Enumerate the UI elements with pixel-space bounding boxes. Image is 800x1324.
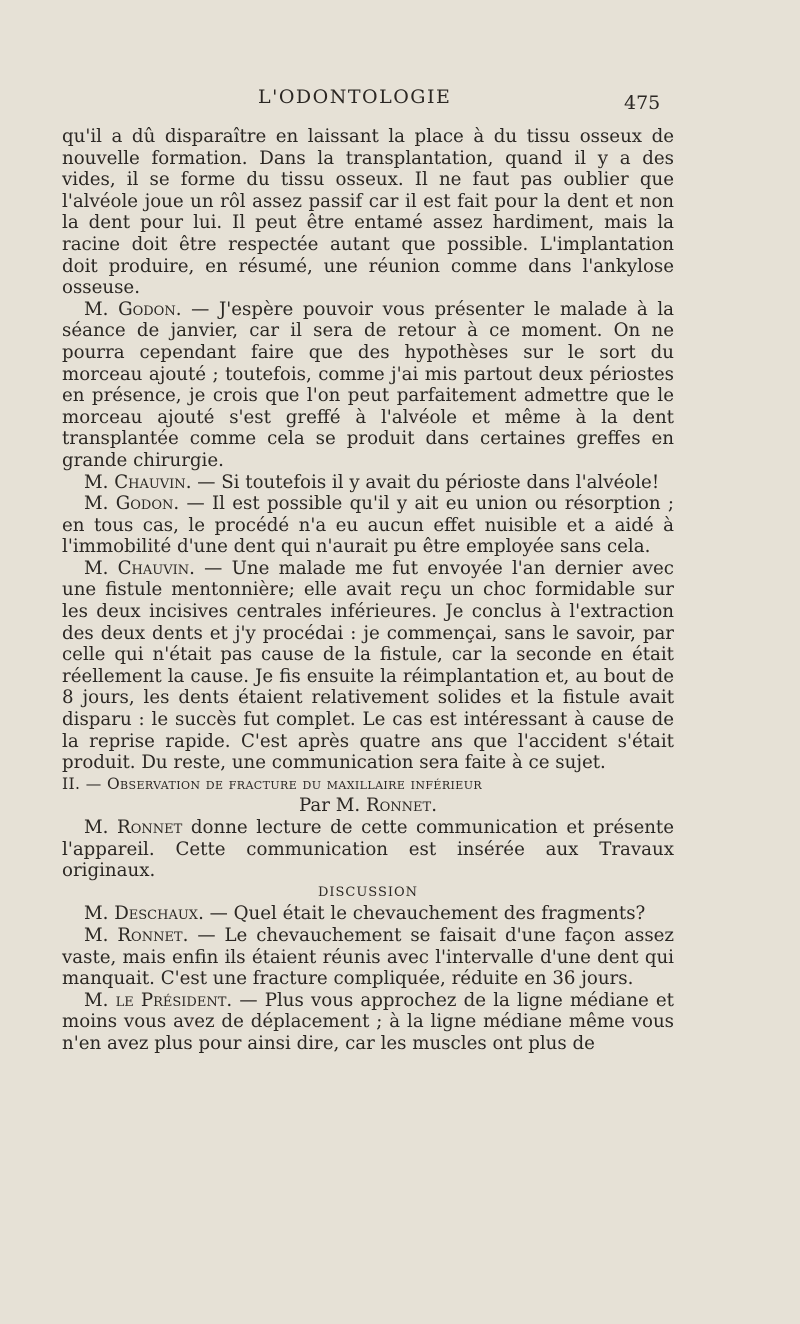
speaker-prefix: M.: [84, 471, 115, 493]
byline-prefix: Par M.: [299, 795, 366, 817]
speaker-name: Chauvin: [114, 471, 186, 493]
speech-text: . — Quel était le chevauchement des fragments?: [198, 903, 646, 925]
section-heading: [62, 774, 674, 796]
speech-deschaux: [62, 903, 674, 925]
speech-godon-2: [62, 493, 674, 558]
speaker-name: le Président: [115, 989, 227, 1011]
page-body: [62, 126, 674, 1055]
speech-text: donne lecture de cette communication et présente l'appareil. Cette communication est insérée aux Travaux originaux.: [62, 817, 675, 882]
section-numeral: II. —: [62, 774, 107, 793]
speech-text: . — Une malade me fut envoyée l'an dernier avec une fistule mentonnière; elle avait reçu un choc formidable sur les deux incisives centrales inférieures. Je conclus à l'extraction des deux dents et j'y procédai : je commençai, sans le savoir, par celle qui n'était pas cause de la fistule, car la seconde en était réellement la cause. Je fis ensuite la réimplantation et, au bout de 8 jours, les dents étaient relativement solides et la fistule avait disparu : le succès fut complet. Le cas est intéressant à cause de la reprise rapide. C'est après quatre ans que l'accident s'était produit. Du reste, une communication sera faite à ce sujet.: [62, 557, 674, 774]
speech-chauvin-1: [62, 472, 674, 494]
running-head: [0, 86, 800, 116]
speaker-prefix: M.: [84, 298, 119, 320]
speech-text: . — Si toutefois il y avait du périoste dans l'alvéole!: [185, 471, 660, 493]
page-number: 475: [624, 92, 661, 114]
speech-text: . — J'espère pouvoir vous présenter le malade à la séance de janvier, car il sera de retour à ce moment. On ne pourra cependant faire que des hypothèses sur le sort du morceau ajouté ; toutefois, comme j'ai mis partout deux périostes en présence, je crois que l'on peut parfaitement admettre que le morceau ajouté s'est greffé à l'alvéole et même à la dent transplantée comme cela se produit dans certaines greffes en grande chirurgie.: [62, 298, 675, 471]
speaker-prefix: M.: [84, 493, 116, 515]
speech-text: . — Il est possible qu'il y ait eu union ou résorption ; en tous cas, le procédé n'a eu aucun effet nuisible et a aidé à l'immobilité d'une dent qui n'aurait pu être employée sans cela.: [62, 493, 675, 558]
speaker-prefix: M.: [84, 924, 118, 946]
section-title: Observation de fracture du maxillaire inférieur: [106, 774, 483, 793]
paragraph-text: qu'il a dû disparaître en laissant la place à du tissu osseux de nouvelle formation. Dans la transplantation, quand il y a des vides, il se forme du tissu osseux. Il ne faut pas oublier que l'alvéole joue un rôl assez passif car il est fait pour la dent et non la dent pour lui. Il peut être entamé assez hardiment, mais la racine doit être respectée autant que possible. L'implantation doit produire, en résumé, une réunion comme dans l'ankylose osseuse.: [62, 126, 674, 299]
journal-title: L'ODONTOLOGIE: [258, 86, 452, 108]
speech-chauvin-2: [62, 558, 674, 774]
byline-suffix: .: [431, 795, 437, 817]
speech-ronnet-1: [62, 817, 674, 882]
speech-text: . — Plus vous approchez de la ligne médiane et moins vous avez de déplacement ; à la ligne médiane même vous n'en avez plus pour ainsi dire, car les muscles ont plus de: [62, 989, 674, 1054]
speaker-name: Deschaux: [114, 903, 199, 925]
speaker-prefix: M.: [84, 989, 116, 1011]
speech-godon-1: [62, 299, 674, 472]
discussion-label: DISCUSSION: [317, 884, 419, 900]
byline-name: Ronnet: [365, 795, 432, 817]
speaker-name: Chauvin: [117, 557, 190, 579]
speaker-name: Godon: [118, 298, 176, 320]
section-byline: [62, 795, 674, 817]
speech-text: . — Le chevauchement se faisait d'une façon assez vaste, mais enfin ils étaient réunis avec l'intervalle d'une dent qui manquait. C'est une fracture compliquée, réduite en 36 jours.: [62, 924, 674, 990]
speaker-name: Godon: [115, 493, 174, 515]
speaker-prefix: M.: [84, 903, 115, 925]
speech-president: [62, 990, 674, 1055]
speaker-prefix: M.: [84, 817, 118, 838]
speaker-name: Ronnet: [117, 924, 183, 946]
speech-ronnet-2: [62, 925, 674, 990]
speaker-prefix: M.: [84, 557, 118, 579]
speaker-name: Ronnet: [117, 817, 183, 838]
paragraph-continuation: [62, 126, 674, 299]
